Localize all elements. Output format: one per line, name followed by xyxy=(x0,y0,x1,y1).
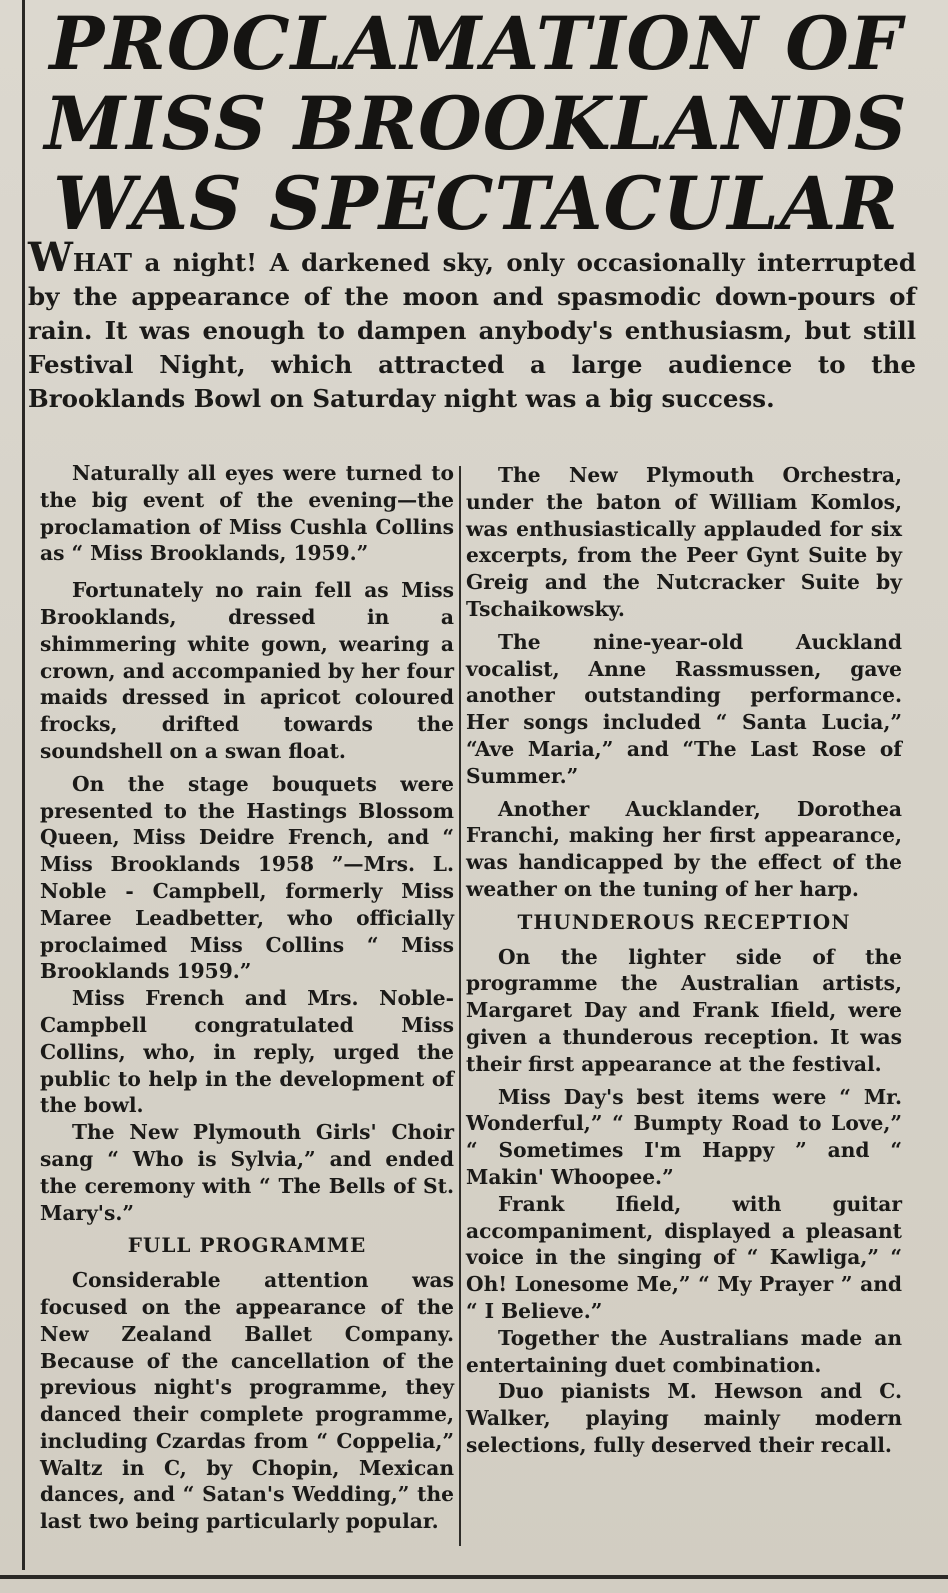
bottom-border-rule xyxy=(0,1575,948,1579)
headline xyxy=(36,1,916,247)
right-paragraph-3: Another Aucklander, Dorothea Franchi, making her first appearance, was handicapped by the effect of the weather on the tuning of her harp. xyxy=(466,796,902,901)
right-paragraph-1: The New Plymouth Orchestra, under the baton of William Komlos, was enthusiastically applauded for six excerpts, from the Peer Gynt Suite by Greig and the Nutcracker Suite by Tschaikowsky. xyxy=(466,463,902,621)
left-column xyxy=(40,460,454,1541)
headline-line-1: PROCLAMATION OF xyxy=(49,1,903,87)
right-paragraph-5: Miss Day's best items were “ Mr. Wonderful,” “ Bumpty Road to Love,” “ Sometimes I'm Happy ” and “ Makin' Whoopee.” xyxy=(466,1084,902,1189)
subhead-full-programme: FULL PROGRAMME xyxy=(127,1233,367,1258)
left-paragraph-5: Considerable attention was focused on the appearance of the New Zealand Ballet Company. Because of the cancellation of the previous night's programme, they danced their complete programme, including Czardas from “ Coppelia,” Waltz in C, by Chopin, Mexican dances, and “ Satan's Wedding,” the last two being particularly popular. xyxy=(40,1268,454,1534)
lead-text: a night! A darkened sky, only occasionally interrupted by the appearance of the moon and spasmodic down-pours of rain. It was enough to dampen anybody's enthusiasm, but still Festival Night, which attracted a large audience to the Brooklands Bowl on Saturday night was a big success. xyxy=(28,248,916,413)
left-paragraph-1: Fortunately no rain fell as Miss Brooklands, dressed in a shimmering white gown, wearing a crown, and accompanied by her four maids dressed in apricot coloured frocks, drifted towards the soundshell on a swan float. xyxy=(40,578,454,763)
left-intro-paragraph: Naturally all eyes were turned to the big event of the evening—the proclamation of Miss Cushla Collins as “ Miss Brooklands, 1959.” xyxy=(40,461,454,566)
right-paragraph-8: Duo pianists M. Hewson and C. Walker, playing mainly modern selections, fully deserved their recall. xyxy=(466,1379,902,1457)
lead-paragraph xyxy=(28,234,916,416)
drop-cap: W xyxy=(28,234,73,281)
left-paragraph-2: On the stage bouquets were presented to the Hastings Blossom Queen, Miss Deidre French, and “ Miss Brooklands 1958 ”—Mrs. L. Noble - Campbell, formerly Miss Maree Leadbetter, who officially proclaimed Miss Collins “ Miss Brooklands 1959.” xyxy=(40,771,454,984)
column-divider xyxy=(459,466,461,1546)
right-paragraph-4: On the lighter side of the programme the Australian artists, Margaret Day and Frank Ifield, were given a thunderous reception. It was their first appearance at the festival. xyxy=(466,944,902,1076)
subhead-thunderous-reception: THUNDEROUS RECEPTION xyxy=(517,909,851,934)
left-paragraph-3: Miss French and Mrs. Noble-Campbell congratulated Miss Collins, who, in reply, urged the public to help in the development of the bowl. xyxy=(40,986,454,1118)
lead-first-word: HAT xyxy=(72,248,132,277)
right-paragraph-6: Frank Ifield, with guitar accompaniment, displayed a pleasant voice in the singing of “ Kawliga,” “ Oh! Lonesome Me,” “ My Prayer ” and “ I Believe.” xyxy=(466,1191,902,1323)
left-border-rule xyxy=(22,0,25,1570)
headline-line-3: WAS SPECTACULAR xyxy=(53,161,899,247)
right-paragraph-7: Together the Australians made an entertaining duet combination. xyxy=(466,1325,902,1377)
right-paragraph-2: The nine-year-old Auckland vocalist, Anne Rassmussen, gave another outstanding performance. Her songs included “ Santa Lucia,” “Ave Maria,” and “The Last Rose of Summer.” xyxy=(466,629,902,788)
left-paragraph-4: The New Plymouth Girls' Choir sang “ Who is Sylvia,” and ended the ceremony with “ The Bells of St. Mary's.” xyxy=(40,1120,454,1225)
right-column xyxy=(466,462,902,1459)
headline-line-2: MISS BROOKLANDS xyxy=(44,81,908,167)
